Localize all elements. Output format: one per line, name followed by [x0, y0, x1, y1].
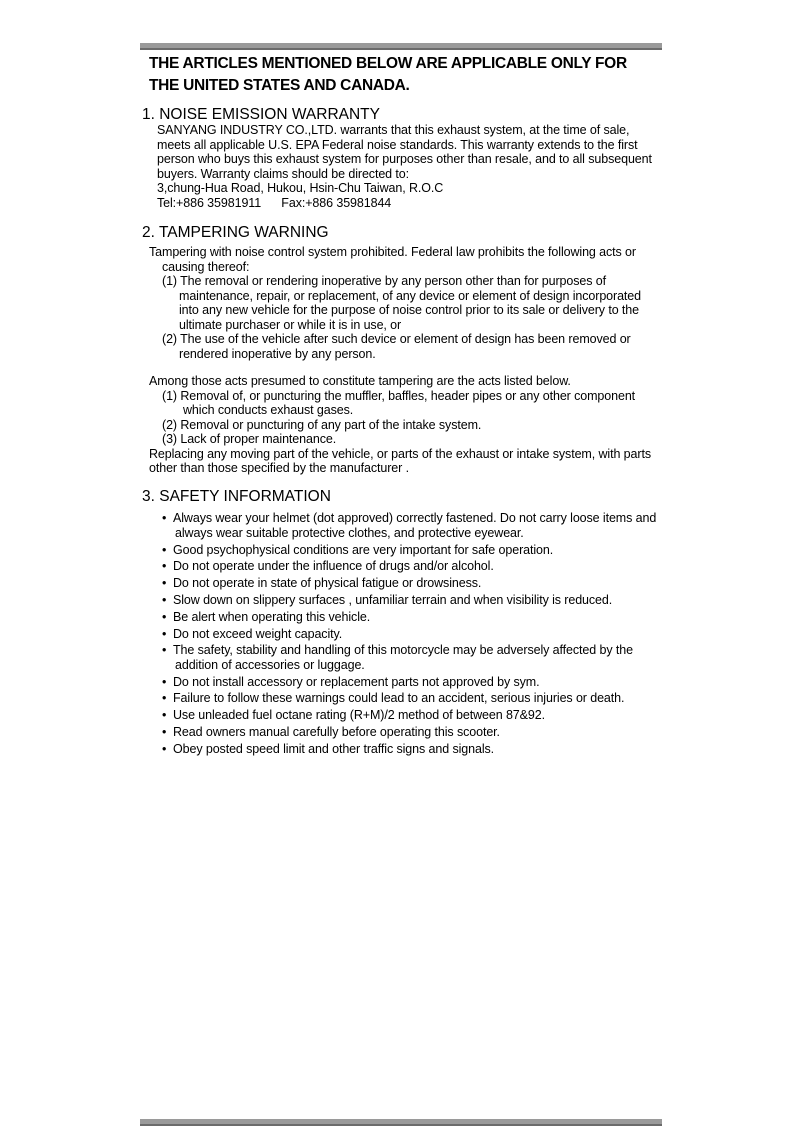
text-line: buyers. Warranty claims should be directed to:: [157, 166, 409, 181]
bullet-text: Use unleaded fuel octane rating (R+M)/2 method of between 87&92.: [173, 708, 545, 723]
text-line: into any new vehicle for the purpose of noise control prior to its sale or delivery to the: [179, 303, 640, 317]
bullet-text: Be alert when operating this vehicle.: [173, 609, 371, 624]
bullet-text: Good psychophysical conditions are very important for safe operation.: [173, 542, 554, 557]
bullet-text: Slow down on slippery surfaces , unfamiliar terrain and when visibility is reduced.: [173, 592, 613, 607]
text-line: (1) The removal or rendering inoperative by any person other than for purposes of: [162, 274, 607, 288]
section-heading-safety-information: 3. SAFETY INFORMATION: [142, 488, 331, 505]
text-line: [141, 511, 761, 526]
bullet-icon: •: [162, 741, 167, 756]
text-line: always wear suitable protective clothes, and protective eyewear.: [175, 525, 524, 540]
bullet-icon: •: [162, 626, 167, 641]
text-line: [141, 725, 761, 740]
section-body-safety-information: [141, 509, 761, 756]
text-line: [141, 691, 761, 706]
bullet-icon: •: [162, 511, 167, 526]
text-line: meets all applicable U.S. EPA Federal noise standards. This warranty extends to the first: [157, 137, 638, 152]
bottom-divider-bar: [140, 1119, 662, 1126]
text-line: Tel:+886 35981911 Fax:+886 35981844: [157, 195, 392, 210]
text-line: [141, 675, 761, 690]
text-line: Among those acts presumed to constitute tampering are the acts listed below.: [149, 374, 571, 388]
text-line: [141, 610, 761, 625]
bullet-text: Do not exceed weight capacity.: [173, 626, 343, 641]
bullet-text: Obey posted speed limit and other traffic signs and signals.: [173, 741, 495, 756]
text-line: [141, 627, 761, 642]
text-line: other than those specified by the manufacturer .: [149, 461, 409, 475]
text-line: person who buys this exhaust system for purposes other than resale, and to all subsequent: [157, 152, 652, 166]
bullet-icon: •: [162, 708, 167, 723]
text-line: (1) Removal of, or puncturing the muffler, baffles, header pipes or any other component: [162, 388, 636, 403]
text-line: [141, 593, 761, 608]
text-line: THE UNITED STATES AND CANADA.: [149, 77, 410, 94]
text-line: 3,chung-Hua Road, Hukou, Hsin-Chu Taiwan, R.O.C: [157, 181, 444, 195]
text-line: [141, 742, 761, 757]
text-line: which conducts exhaust gases.: [183, 403, 354, 417]
bullet-icon: •: [162, 592, 167, 607]
bullet-text: Read owners manual carefully before operating this scooter.: [173, 725, 500, 740]
text-line: Replacing any moving part of the vehicle, or parts of the exhaust or intake system, with parts: [149, 446, 651, 461]
bullet-icon: •: [162, 559, 167, 574]
text-line: causing thereof:: [162, 259, 250, 274]
bullet-icon: •: [162, 643, 167, 658]
text-line: THE ARTICLES MENTIONED BELOW ARE APPLICABLE ONLY FOR: [149, 55, 627, 72]
text-line: (3) Lack of proper maintenance.: [162, 432, 337, 446]
bullet-text: Do not operate in state of physical fatigue or drowsiness.: [173, 576, 482, 591]
bullet-icon: •: [162, 576, 167, 591]
text-line: maintenance, repair, or replacement, of any device or element of design incorporated: [179, 288, 642, 303]
top-divider-bar: [140, 43, 662, 50]
text-line: (2) The use of the vehicle after such device or element of design has been removed or: [162, 332, 631, 346]
text-line: [141, 559, 761, 574]
bullet-text: Failure to follow these warnings could lead to an accident, serious injuries or death.: [173, 691, 625, 706]
text-line: [141, 708, 761, 723]
bullet-text: Do not install accessory or replacement parts not approved by sym.: [173, 674, 540, 689]
bullet-icon: •: [162, 725, 167, 740]
bullet-icon: •: [162, 691, 167, 706]
section-body-noise-emission-warranty: [141, 123, 761, 210]
text-line: ultimate purchaser or while it is in use, or: [179, 317, 402, 332]
bullet-icon: •: [162, 609, 167, 624]
text-line: addition of accessories or luggage.: [175, 657, 365, 672]
text-line: [141, 576, 761, 591]
bullet-icon: •: [162, 542, 167, 557]
bullet-text: Do not operate under the influence of drugs and/or alcohol.: [173, 559, 494, 574]
text-line: Tampering with noise control system prohibited. Federal law prohibits the following acts or: [149, 245, 636, 259]
text-line: [141, 643, 761, 658]
text-line: SANYANG INDUSTRY CO.,LTD. warrants that this exhaust system, at the time of sale,: [157, 123, 630, 137]
text-line: (2) Removal or puncturing of any part of the intake system.: [162, 417, 482, 432]
text-line: [141, 543, 761, 558]
bullet-text: Always wear your helmet (dot approved) correctly fastened. Do not carry loose items and: [173, 511, 657, 526]
section-body-tampering-warning: [141, 245, 761, 476]
section-heading-tampering-warning: 2. TAMPERING WARNING: [142, 224, 329, 241]
page-title: [141, 53, 701, 97]
text-line: rendered inoperative by any person.: [179, 346, 376, 361]
bullet-text: The safety, stability and handling of this motorcycle may be adversely affected by the: [173, 643, 633, 658]
bullet-icon: •: [162, 674, 167, 689]
section-heading-noise-emission-warranty: 1. NOISE EMISSION WARRANTY: [142, 106, 380, 123]
